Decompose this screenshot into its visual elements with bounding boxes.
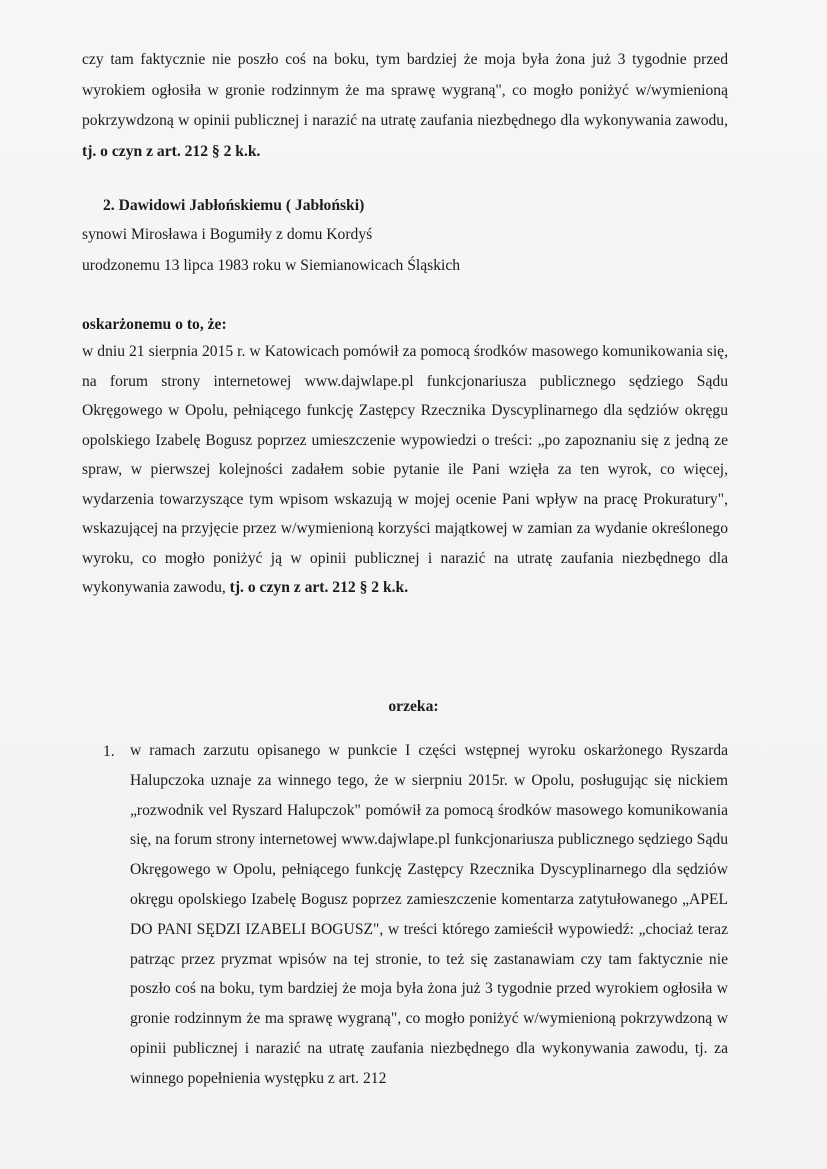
accused-label: oskarżonemu o to, że:	[82, 316, 227, 333]
defendant-2-parents: synowi Mirosława i Bogumiły z domu Kordyś	[82, 226, 373, 243]
defendant-2-birth: urodzonemu 13 lipca 1983 roku w Siemianowicach Śląskich	[82, 257, 461, 274]
defendant-2-heading: 2. Dawidowi Jabłońskiemu ( Jabłoński)	[103, 197, 365, 214]
accusation-charge: tj. o czyn z art. 212 § 2 k.k.	[229, 579, 409, 596]
verdict-item-1-number: 1.	[103, 743, 115, 760]
verdict-heading: orzeka:	[388, 698, 439, 715]
verdict-item-1-text: w ramach zarzutu opisanego w punkcie I części wstępnej wyroku oskarżonego Ryszarda Halupczoka uznaje za winnego tego, że w sierpniu 2015r. w Opolu, posługując się nickiem „rozwodnik vel Ryszard Halupczok" pomówił za pomocą środków masowego komunikowania się, na forum strony internetowej www.dajwlape.pl funkcjonariusza publicznego sędziego Sądu Okręgowego w Opolu, pełniącego funkcję Zastępcy Rzecznika Dyscyplinarnego dla sędziów okręgu opolskiego Izabelę Bogusz poprzez zamieszczenie komentarza zatytułowanego „APEL DO PANI SĘDZI IZABELI BOGUSZ", w treści którego zamieścił wypowiedź: „chociaż teraz patrząc przez pryzmat wpisów na tej stronie, to też się zastanawiam czy tam faktycznie nie poszło coś na boku, tym bardziej że moja była żona już 3 tygodnie przed wyrokiem ogłosiła w gronie rodzinnym że ma sprawę wygraną", co mogło poniżyć w/wymienioną pokrzywdzoną w opinii publicznej i narazić na utratę zaufania niezbędnego dla wykonywania zawodu, tj. za winnego popełnienia występku z art. 212	[130, 742, 728, 1087]
accusation-paragraph	[82, 337, 728, 603]
continuation-text: czy tam faktycznie nie poszło coś na boku, tym bardziej że moja była żona już 3 tygodnie przed wyrokiem ogłosiła w gronie rodzinnym że ma sprawę wygraną", co mogło poniżyć w/wymienioną pokrzywdzoną w opinii publicznej i narazić na utratę zaufania niezbędnego dla wykonywania zawodu,	[82, 51, 728, 129]
accusation-text: w dniu 21 sierpnia 2015 r. w Katowicach pomówił za pomocą środków masowego komunikowania się, na forum strony internetowej www.dajwlape.pl funkcjonariusza publicznego sędziego Sądu Okręgowego w Opolu, pełniącego funkcję Zastępcy Rzecznika Dyscyplinarnego dla sędziów okręgu opolskiego Izabelę Bogusz poprzez umieszczenie wypowiedzi o treści: „po zapoznaniu się z jedną ze spraw, w pierwszej kolejności zadałem sobie pytanie ile Pani wzięła za ten wyrok, co więcej, wydarzenia towarzyszące tym wpisom wskazują w mojej ocenie Pani wpływ na pracę Prokuratury", wskazującej na przyjęcie przez w/wymienioną korzyści majątkowej w zamian za wydanie określonego wyroku, co mogło poniżyć ją w opinii publicznej i narazić na utratę zaufania niezbędnego dla wykonywania zawodu,	[82, 343, 728, 596]
continuation-paragraph	[82, 45, 728, 167]
continuation-charge: tj. o czyn z art. 212 § 2 k.k.	[82, 142, 261, 160]
